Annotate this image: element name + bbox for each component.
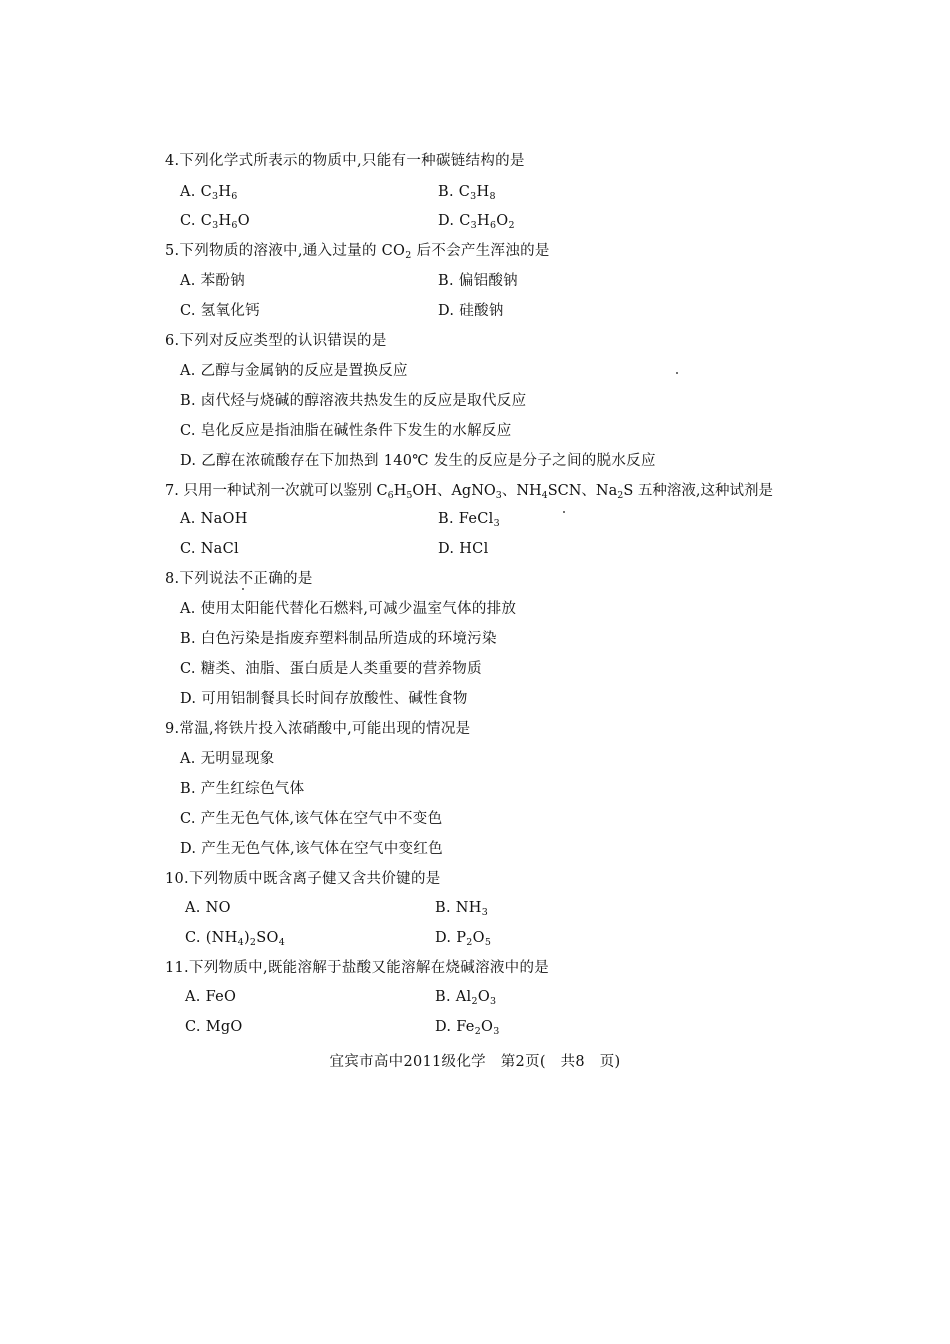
question-6-option-a: A. 乙醇与金属钠的反应是置换反应 <box>180 363 408 379</box>
question-4-option-b: B. $C_3H_8$ <box>438 184 496 202</box>
question-8-option-d: D. 可用铝制餐具长时间存放酸性、碱性食物 <box>180 691 468 707</box>
question-9-option-b: B. 产生红综色气体 <box>180 781 305 797</box>
question-5-stem: 5.下列物质的溶液中,通入过量的 $CO_2$ 后不会产生浑浊的是 <box>165 243 550 261</box>
question-6-option-b: B. 卤代烃与烧碱的醇溶液共热发生的反应是取代反应 <box>180 393 527 409</box>
question-9-option-c: C. 产生无色气体,该气体在空气中不变色 <box>180 811 443 827</box>
question-4-option-d: D. $C_3H_6O_2$ <box>438 213 515 231</box>
question-9-option-a: A. 无明显现象 <box>180 751 275 767</box>
question-8-option-c: C. 糖类、油脂、蛋白质是人类重要的营养物质 <box>180 661 482 677</box>
question-11-option-b: B. $Al_2O_3$ <box>435 989 497 1007</box>
question-10-stem: 10.下列物质中既含离子健又含共价键的是 <box>165 871 441 887</box>
question-11-option-c: C. MgO <box>185 1019 243 1035</box>
question-11-option-d: D. $Fe_2O_3$ <box>435 1019 500 1037</box>
question-10-option-d: D. $P_2O_5$ <box>435 930 492 948</box>
question-8-stem: 8.下列说法不正确的是 <box>165 571 313 587</box>
question-7-option-a: A. NaOH <box>180 511 248 527</box>
question-5-option-c: C. 氢氧化钙 <box>180 303 260 319</box>
question-7-option-b: B. FeCl$_3$ <box>438 511 500 529</box>
question-9-option-d: D. 产生无色气体,该气体在空气中变红色 <box>180 841 443 857</box>
question-8-option-b: B. 白色污染是指废弃塑料制品所造成的环境污染 <box>180 631 497 647</box>
scan-speck <box>676 372 678 374</box>
question-11-stem: 11.下列物质中,既能溶解于盐酸又能溶解在烧碱溶液中的是 <box>165 960 550 976</box>
page-footer: 宜宾市高中2011级化学 第2页( 共8 页) <box>329 1054 621 1070</box>
question-4-option-c: C. $C_3H_6O$ <box>180 213 250 231</box>
question-5-option-d: D. 硅酸钠 <box>438 303 504 319</box>
question-5-option-a: A. 苯酚钠 <box>180 273 245 289</box>
question-10-option-b: B. $NH_3$ <box>435 900 489 918</box>
question-10-option-c: C. $(NH_4)_2SO_4$ <box>185 930 286 948</box>
scan-speck <box>563 511 565 513</box>
question-5-option-b: B. 偏铝酸钠 <box>438 273 518 289</box>
question-6-option-d: D. 乙醇在浓硫酸存在下加热到 140℃ 发生的反应是分子之间的脱水反应 <box>180 453 656 469</box>
question-6-stem: 6.下列对反应类型的认识错误的是 <box>165 333 387 349</box>
question-6-option-c: C. 皂化反应是指油脂在碱性条件下发生的水解反应 <box>180 423 512 439</box>
question-9-stem: 9.常温,将铁片投入浓硝酸中,可能出现的情况是 <box>165 721 471 737</box>
question-7-option-d: D. HCl <box>438 541 489 557</box>
question-4-stem: 4.下列化学式所表示的物质中,只能有一种碳链结构的是 <box>165 153 525 169</box>
question-10-option-a: A. NO <box>185 900 231 916</box>
question-11-option-a: A. FeO <box>185 989 237 1005</box>
question-4-option-a: A. $C_3H_6$ <box>180 184 238 202</box>
scan-speck <box>242 588 244 590</box>
question-7-option-c: C. NaCl <box>180 541 239 557</box>
question-7-stem: 7. 只用一种试剂一次就可以鉴别 $C_6H_5OH$、AgNO$_3$、$NH_4SCN$、$Na_2S$ 五种溶液,这种试剂是 <box>165 483 773 501</box>
question-8-option-a: A. 使用太阳能代替化石燃料,可减少温室气体的排放 <box>180 601 517 617</box>
